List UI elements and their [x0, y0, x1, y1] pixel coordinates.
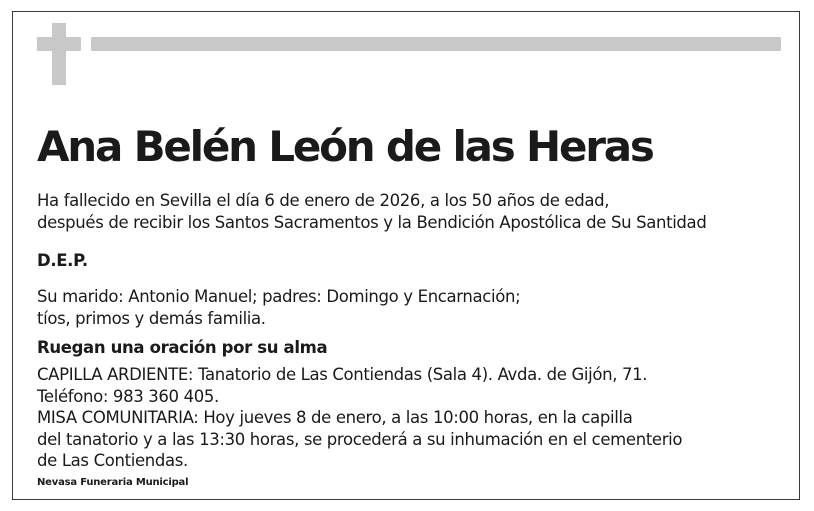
- dep-label: D.E.P.: [37, 251, 88, 270]
- funeral-home-footer: Nevasa Funeraria Municipal: [37, 477, 189, 488]
- cross-icon-horizontal: [37, 37, 81, 51]
- family-line-1: Su marido: Antonio Manuel; padres: Domingo y Encarnación;: [37, 287, 521, 306]
- header-bar: [91, 37, 781, 51]
- details-line-5: de Las Contiendas.: [37, 451, 188, 470]
- details-line-4: del tanatorio y a las 13:30 horas, se procederá a su inhumación en el cementerio: [37, 429, 683, 449]
- family-line-2: tíos, primos y demás familia.: [37, 309, 266, 328]
- intro-text: [37, 190, 706, 234]
- details-line-2: Teléfono: 983 360 405.: [37, 386, 219, 406]
- intro-line-1: Ha fallecido en Sevilla el día 6 de enero de 2026, a los 50 años de edad,: [37, 191, 610, 210]
- family-text: [37, 286, 520, 330]
- details-line-3: MISA COMUNITARIA: Hoy jueves 8 de enero, a las 10:00 horas, en la capilla: [37, 408, 633, 427]
- cross-icon-vertical: [52, 23, 66, 85]
- prayer-text: Ruegan una oración por su alma: [37, 338, 328, 357]
- deceased-name: Ana Belén León de las Heras: [37, 122, 653, 171]
- details-line-1: CAPILLA ARDIENTE: Tanatorio de Las Contiendas (Sala 4). Avda. de Gijón, 71.: [37, 365, 648, 384]
- intro-line-2: después de recibir los Santos Sacramentos y la Bendición Apostólica de Su Santidad: [37, 213, 707, 232]
- details-text: [37, 364, 682, 472]
